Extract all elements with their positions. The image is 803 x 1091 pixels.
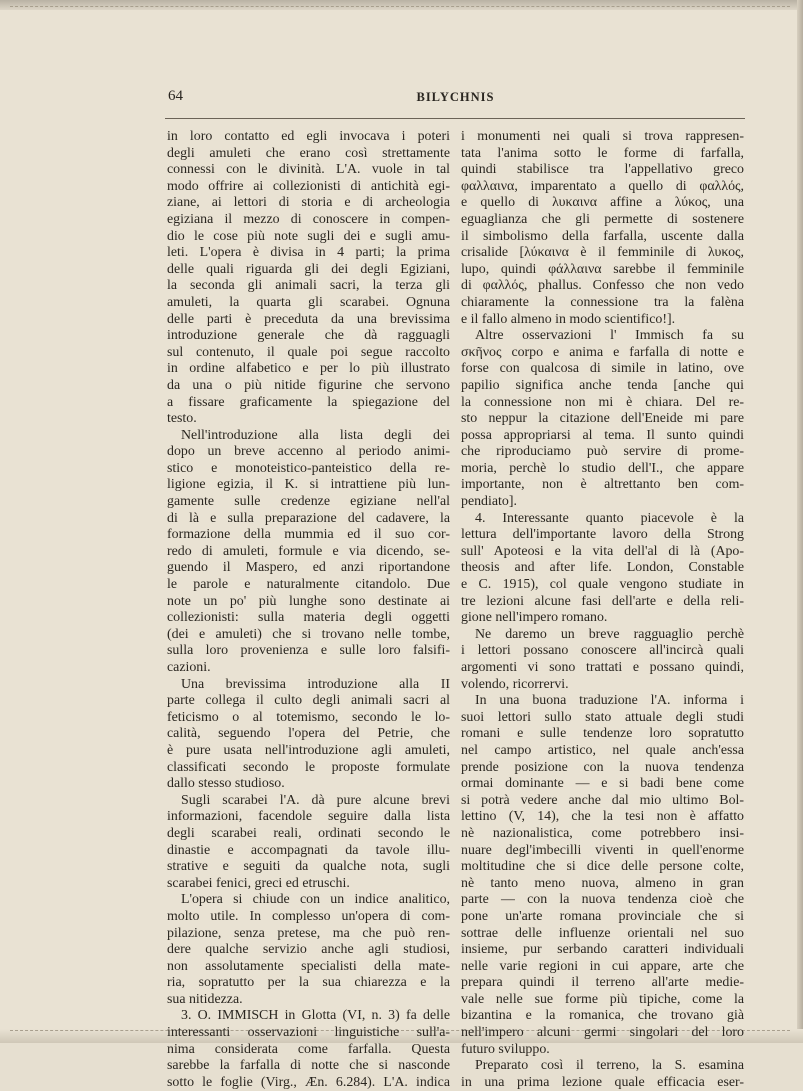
text-line: nel campo artistico, nel quale anch'essa	[461, 742, 744, 758]
text-line: sua nitidezza.	[167, 991, 243, 1007]
text-line: sull' Apoteosi e la vita dell'al di là (Apo-	[461, 543, 744, 559]
running-head: BILYCHNIS	[416, 90, 495, 104]
text-line: da una o più nitide figurine che servono	[167, 377, 450, 393]
text-line: degli scarabei reali, ordinati secondo le	[167, 825, 450, 841]
text-line: ziane, ai lettori di storia e di archeologia	[167, 195, 450, 211]
text-line: delle quali riguarda gli dei degli Egiziani,	[167, 261, 450, 277]
text-line: a fissare graficamente la spiegazione del	[167, 394, 450, 410]
text-line: i lettori possano conoscere all'incircà quali	[461, 643, 744, 659]
text-line: forse con qualcosa di simile in latino, ove	[461, 361, 744, 377]
text-line: e il fallo almeno in modo scientifico!].	[461, 311, 676, 327]
text-line: nelle varie regioni in cui appare, arte che	[461, 958, 744, 974]
text-line: moria, perchè lo studio dell'I., che appare	[461, 460, 744, 476]
text-line: ria, sopratutto per la sua chiarezza e la	[167, 975, 450, 991]
text-line: tre lezioni alcune fasi dell'arte e della reli-	[461, 593, 744, 609]
text-line: sul contenuto, il quale poi segue raccolto	[167, 344, 450, 360]
text-line: Una brevissima introduzione alla II	[181, 676, 450, 692]
text-line: lettino (V, 14), che la tesi non è affatto	[461, 809, 744, 825]
text-line: cazioni.	[167, 660, 211, 675]
text-line: feticismo o al totemismo, secondo le lo-	[167, 709, 450, 725]
text-line: in ordine alfabetico e per lo più illustrato	[167, 361, 450, 377]
text-line: sottrae delle influenze orientali nel suo	[461, 925, 744, 941]
text-line: formazione della mummia ed il suo cor-	[167, 527, 450, 543]
text-line: vale nelle sue forme più tipiche, come la	[461, 991, 744, 1007]
page-right-edge	[797, 0, 803, 1043]
text-line: la seconda gli animali sacri, la terza gli	[167, 278, 450, 294]
text-line: introduzione generale che dà ragguagli	[167, 328, 450, 344]
text-line: note un po' più lunghe sono destinate ai	[167, 593, 450, 609]
text-line: (dei e amuleti) che si trovano nelle tombe,	[167, 626, 450, 642]
text-line: scarabei fenici, greci ed etruschi.	[167, 875, 350, 891]
left-text-column	[167, 129, 450, 1091]
top-dashed-border	[10, 6, 790, 7]
text-line: è pure usata nell'introduzione agli amuleti,	[167, 742, 450, 758]
text-line: Preparato così il terreno, la S. esamina	[475, 1058, 744, 1074]
text-line: stico e monoteistico-panteistico della re-	[167, 460, 450, 476]
text-line: egiziana il mezzo di conoscere in compen-	[167, 211, 450, 227]
text-line: L'opera si chiude con un indice analitico,	[181, 892, 450, 908]
text-line: lupo, quindi φάλλαινα sarebbe il femminile	[461, 261, 744, 277]
text-line: nè nazionalistica, come potrebbero insi-	[461, 825, 744, 841]
text-line: insieme, pur serbando caratteri individuali	[461, 942, 744, 958]
text-line: modo offrire ai collezionisti di antichità egi-	[167, 178, 450, 194]
page-number: 64	[168, 88, 183, 104]
text-line: φαλλαινα, imparentato a quello di φαλλός,	[461, 178, 744, 194]
text-line: i monumenti nei quali si trova rappresen-	[461, 129, 744, 144]
text-line: 3. O. IMMISCH in Glotta (VI, n. 3) fa delle	[181, 1008, 450, 1024]
text-line: quindi stabilisce tra l'appellativo greco	[461, 162, 744, 178]
text-line: prende posizione con la nuova tendenza	[461, 759, 744, 775]
text-line: informazioni, facendole seguire dalla lista	[167, 809, 450, 825]
text-line: In una buona traduzione l'A. informa i	[475, 693, 744, 709]
text-line: pilazione, senza pretese, ma che può ren-	[167, 925, 450, 941]
text-line: tata l'anima sotto le forme di farfalla,	[461, 145, 744, 161]
text-line: amuleti, la quarta gli scarabei. Ognuna	[167, 294, 450, 310]
text-line: Altre osservazioni l' Immisch fa su	[475, 328, 744, 344]
text-line: calità, seguendo l'opera del Petrie, che	[167, 726, 450, 742]
text-line: Ne daremo un breve ragguaglio perchè	[475, 626, 744, 642]
text-line: guendo il Maspero, ed anzi riportandone	[167, 560, 450, 576]
text-line: futuro sviluppo.	[461, 1041, 550, 1057]
text-line: collezionisti: sulla materia degli oggetti	[167, 610, 450, 626]
text-line: lettura dell'importante lavoro della Strong	[461, 527, 744, 543]
text-line: in loro contatto ed egli invocava i poteri	[167, 129, 450, 144]
text-line: bizantina e la romanica, che trovano già	[461, 1008, 744, 1024]
text-line: redo di amuleti, formule e via dicendo, se-	[167, 543, 450, 559]
text-line: prepara quindi il terreno all'arte medie-	[461, 975, 744, 991]
text-line: che riproduciamo può servire di prome-	[461, 444, 744, 460]
text-line: eguaglianza che gli permette di sostenere	[461, 211, 744, 227]
text-line: di φαλλός, phallus. Confesso che non vedo	[461, 278, 744, 294]
text-line: sto neppur la citazione dell'Eneide mi pare	[461, 411, 744, 427]
text-line: si potrà vedere anche dal mio ultimo Bol-	[461, 792, 744, 808]
text-line: gamente sulle credenze egiziane nell'al	[167, 494, 450, 510]
text-line: interessanti osservazioni linguistiche sull'a-	[167, 1025, 450, 1041]
text-line: degli amuleti che erano così strettamente	[167, 145, 450, 161]
text-line: la connessione non mi è chiara. Del re-	[461, 394, 744, 410]
text-line: nima considerata come farfalla. Questa	[167, 1041, 450, 1057]
text-line: chiaramente la connessione tra la falèna	[461, 294, 744, 310]
text-line: ligione egizia, il K. si intrattiene più lun-	[167, 477, 450, 493]
text-line: nuare degl'imbecilli viventi in quell'enorme	[461, 842, 744, 858]
text-line: crisalide [λύκαινα è il femminile di λυκος,	[461, 245, 744, 261]
page-top-edge	[0, 0, 803, 10]
text-line: theosis and after life. London, Constable	[461, 560, 744, 576]
text-line: sarebbe la farfalla di notte che si nasconde	[167, 1058, 450, 1074]
text-line: le parole e naturalmente citandolo. Due	[167, 577, 450, 593]
text-line: dinastie e accompagnati da tavole illu-	[167, 842, 450, 858]
text-line: nè tanto meno nuova, almeno in gran	[461, 875, 744, 891]
text-line: suoi lettori sullo stato attuale degli studi	[461, 709, 744, 725]
text-line: in una prima lezione quale efficacia eser-	[461, 1074, 744, 1090]
text-line: dopo un breve accenno al periodo animi-	[167, 444, 450, 460]
text-line: romani e sulle tendenze loro sopratutto	[461, 726, 744, 742]
text-line: possa appropriarsi al tema. Il sunto quindi	[461, 427, 744, 443]
text-line: Nell'introduzione alla lista degli dei	[181, 427, 450, 443]
text-line: Sugli scarabei l'A. dà pure alcune brevi	[181, 792, 450, 808]
text-line: il simbolismo della farfalla, uscente dalla	[461, 228, 744, 244]
text-line: papilio significa anche tenda [anche qui	[461, 377, 744, 393]
text-line: volendo, ricorrervi.	[461, 676, 569, 692]
text-line: parte — con la nuova tendenza cioè che	[461, 892, 744, 908]
text-line: gione nell'impero romano.	[461, 610, 608, 626]
text-line: nell'impero alcuni germi singolari del loro	[461, 1025, 744, 1041]
text-line: non assolutamente specialisti della mate-	[167, 958, 450, 974]
text-line: delle parti è preceduta da una brevissima	[167, 311, 450, 327]
text-line: parte collega il culto degli animali sacri al	[167, 693, 450, 709]
text-line: dere qualche servizio anche agli studiosi,	[167, 942, 450, 958]
text-line: 4. Interessante quanto piacevole è la	[475, 510, 744, 526]
text-line: moltitudine che si dice delle persone colte,	[461, 859, 744, 875]
text-line: strative e seguiti da qualche nota, sugli	[167, 859, 450, 875]
text-line: di là e sulla preparazione del cadavere, la	[167, 510, 450, 526]
page-header	[168, 88, 743, 110]
text-line: classificati secondo le proposte formulate	[167, 759, 450, 775]
text-line: e C. 1915), col quale vengono studiate in	[461, 577, 744, 593]
text-line: testo.	[167, 411, 197, 427]
text-line: connessi con le divinità. L'A. vuole in tal	[167, 162, 450, 178]
text-line: σκῆνος corpo e anima e farfalla di notte e	[461, 344, 744, 360]
text-line: sulla loro provenienza e sulle loro falsifi-	[167, 643, 450, 659]
text-line: e quello di λυκαινα affine a λύκος, una	[461, 195, 744, 211]
text-line: ormai dominante — e si badi bene come	[461, 776, 744, 792]
text-line: leti. L'opera è divisa in 4 parti; la prima	[167, 245, 450, 261]
text-line: pendiato].	[461, 494, 517, 510]
text-line: sotto le foglie (Virg., Æn. 6.284). L'A. indica	[167, 1074, 450, 1090]
text-line: dallo stesso studioso.	[167, 776, 285, 792]
text-line: dio le cose più note sugli dei e sugli amu-	[167, 228, 450, 244]
text-line: argomenti vi sono trattati e possano quindi,	[461, 660, 744, 675]
right-text-column	[461, 129, 744, 1091]
text-line: pone un'arte romana provinciale che si	[461, 908, 744, 924]
text-line: molto utile. In complesso un'opera di com-	[167, 908, 450, 924]
header-rule	[165, 118, 745, 119]
text-line: importante, non è altrettanto ben com-	[461, 477, 744, 493]
